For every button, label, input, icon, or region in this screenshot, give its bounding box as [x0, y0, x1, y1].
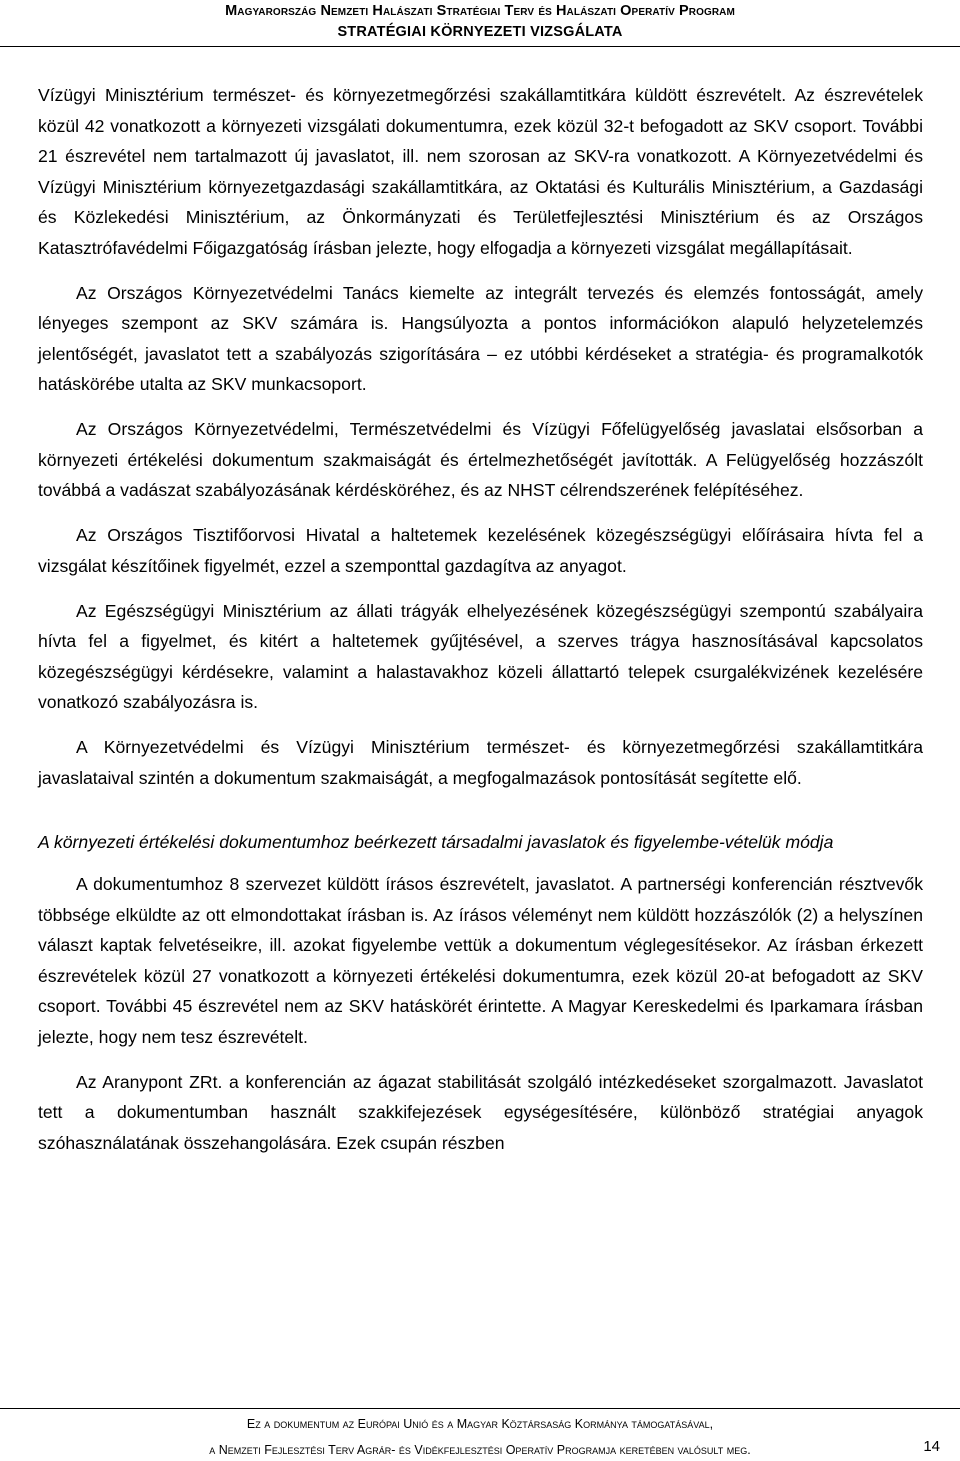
page-header	[0, 0, 960, 43]
paragraph-4: Az Országos Tisztifőorvosi Hivatal a haltetemek kezelésének közegészségügyi előírásaira hívta fel a vizsgálat készítőinek figyelmét, ezzel a szemponttal gazdagítva az anyagot.	[38, 525, 923, 576]
header-title: Magyarország Nemzeti Halászati Stratégiai Terv és Halászati Operatív Program	[225, 3, 735, 19]
paragraph-3: Az Országos Környezetvédelmi, Természetvédelmi és Vízügyi Főfelügyelőség javaslatai elsősorban a környezeti értékelési dokumentum szakmaiságát és értelmezhetőségét javították. A Felügyelőség hozzászólt továbbá a vadászat szabályozásának kérdésköréhez, és az NHST célrendszerének felépítéséhez.	[38, 419, 923, 500]
paragraph-7: A dokumentumhoz 8 szervezet küldött írásos észrevételt, javaslatot. A partnerségi konferencián résztvevők többsége elküldte az ott elmondottakat írásban is. Az írásos véleményt nem küldött hozzászólók (2) a helyszínen választ kaptak felvetéseikre, ill. azokat figyelembe vettük a dokumentum véglegesítésekor. Az írásban érkezett észrevételek közül 27 vonatkozott a környezeti értékelési dokumentumra, ezek közül 20-at befogadott az SKV csoport. További 45 észrevétel nem az SKV hatáskörét érintette. A Magyar Kereskedelmi és Iparkamara írásban jelezte, hogy nem tesz észrevételt.	[38, 874, 923, 1047]
page-number: 14	[923, 1438, 940, 1455]
paragraph-6: A Környezetvédelmi és Vízügyi Minisztérium természet- és környezetmegőrzési szakállamtitkára javaslataival szintén a dokumentum szakmaiságát, a megfogalmazások pontosítását segítette elő.	[38, 737, 923, 788]
paragraph-5: Az Egészségügyi Minisztérium az állati trágyák elhelyezésének közegészségügyi szempontú szabályaira hívta fel a figyelmet, és kitért a haltetemek gyűjtésével, a szerves trágya hasznosításával kapcsolatos közegészségügyi kérdésekre, valamint a halastavakhoz közeli állattartó telepek csurgalékvizének kezelésére vonatkozó szabályozásra is.	[38, 600, 923, 712]
page-footer	[0, 1413, 960, 1461]
paragraph-8: Az Aranypont ZRt. a konferencián az ágazat stabilitását szolgáló intézkedéseket szorgalmazott. Javaslatot tett a dokumentumban használt szakkifejezések egységesítésére, különböző stratégiai anyagok szóhasználatának összehangolására. Ezek csupán részben	[38, 1071, 923, 1153]
footer-divider	[0, 1408, 960, 1409]
header-subtitle: STRATÉGIAI KÖRNYEZETI VIZSGÁLATA	[337, 24, 623, 40]
footer-line-1: Ez a dokumentum az Európai Unió és a Magyar Köztársaság Kormánya támogatásával,	[246, 1417, 714, 1431]
document-body	[38, 80, 923, 1158]
footer-line-2: a Nemzeti Fejlesztési Terv Agrár- és Vidékfejlesztési Operatív Programja keretében valósult meg.	[209, 1443, 751, 1457]
section-subheading: A környezeti értékelési dokumentumhoz beérkezett társadalmi javaslatok és figyelembe-vételük módja	[38, 832, 834, 852]
paragraph-1: Vízügyi Minisztérium természet- és környezetmegőrzési szakállamtitkára küldött észrevételt. Az észrevételek közül 42 vonatkozott a környezeti vizsgálati dokumentumra, ezek közül 32-t befogadott az SKV csoport. További 21 észrevétel nem tartalmazott új javaslatot, ill. nem szorosan az SKV-ra vonatkozott. A Környezetvédelmi és Vízügyi Minisztérium környezetgazdasági szakállamtitkára, az Oktatási és Kulturális Minisztérium, a Gazdasági és Közlekedési Minisztérium, az Önkormányzati és Területfejlesztési Minisztérium és az Országos Katasztrófavédelmi Főigazgatóság írásban jelezte, hogy elfogadja a környezeti vizsgálat megállapításait.	[38, 85, 923, 258]
header-divider	[0, 46, 960, 47]
paragraph-2: Az Országos Környezetvédelmi Tanács kiemelte az integrált tervezés és elemzés fontosságát, amely lényeges szempont az SKV számára is. Hangsúlyozta a pontos információkon alapuló helyzetelemzés jelentőségét, javaslatot tett a szabályozás szigorítására – ez utóbbi kérdéseket a stratégia- és programalkotók hatáskörébe utalta az SKV munkacsoport.	[38, 282, 923, 394]
